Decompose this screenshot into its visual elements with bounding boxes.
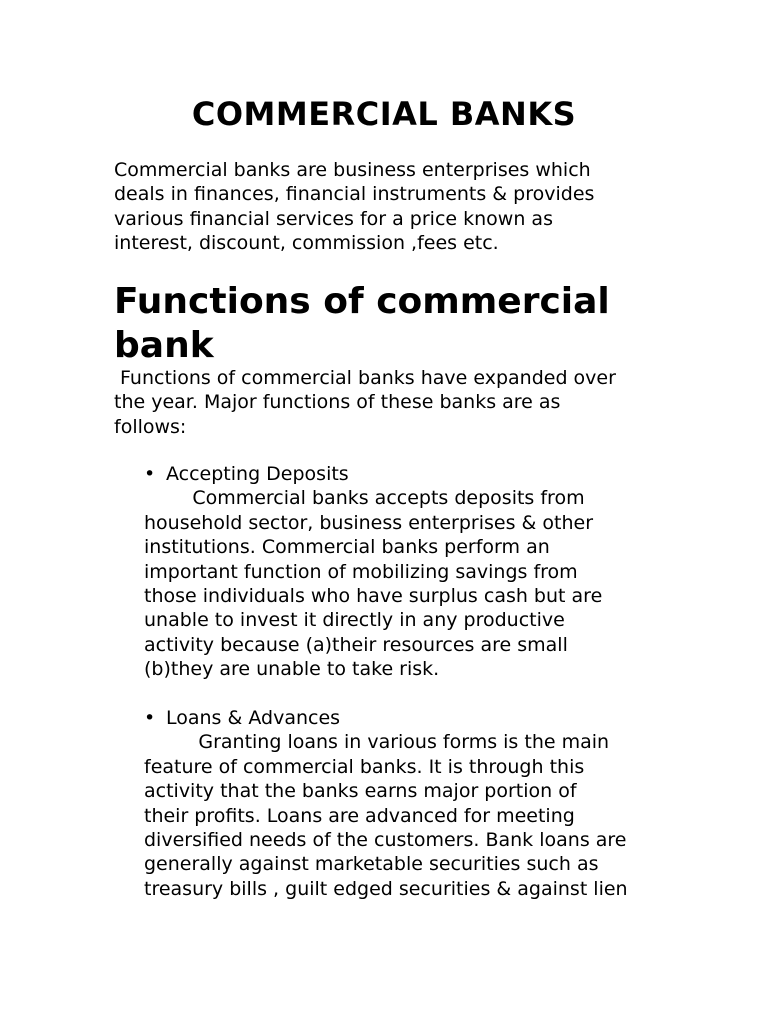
section-intro-line: follows: <box>114 415 187 438</box>
body-line: (b)they are unable to take risk. <box>144 658 440 681</box>
list-item-title: Loans & Advances <box>166 707 341 729</box>
section-heading <box>114 280 674 368</box>
section-heading-line: Functions of commercial <box>114 281 610 322</box>
list-item-accepting-deposits <box>144 462 684 682</box>
list-item-body <box>144 730 684 901</box>
list-item-header <box>144 462 684 486</box>
intro-paragraph <box>114 158 674 256</box>
body-line: Commercial banks accepts deposits from <box>144 487 585 510</box>
list-item-body <box>144 486 684 681</box>
body-line: those individuals who have surplus cash but are <box>144 585 603 608</box>
section-heading-line: bank <box>114 325 214 366</box>
body-line: household sector, business enterprises & other <box>144 511 594 534</box>
body-line: important function of mobilizing savings from <box>144 560 578 583</box>
section-intro-paragraph <box>114 366 674 439</box>
intro-line: interest, discount, commission ,fees etc. <box>114 232 499 255</box>
section-intro-line: the year. Major functions of these banks are as <box>114 391 561 414</box>
body-line: Granting loans in various forms is the main <box>144 731 610 754</box>
body-line: treasury bills , guilt edged securities & against lien <box>144 877 628 900</box>
intro-line: Commercial banks are business enterprises which <box>114 159 591 181</box>
page-title: COMMERCIAL BANKS <box>191 95 577 133</box>
bullet-icon: • <box>144 463 156 485</box>
body-line: institutions. Commercial banks perform an <box>144 536 550 559</box>
list-item-header <box>144 706 684 730</box>
body-line: their profits. Loans are advanced for meeting <box>144 804 575 827</box>
intro-line: various financial services for a price known as <box>114 207 553 230</box>
list-item-title: Accepting Deposits <box>166 463 349 485</box>
body-line: activity because (a)their resources are small <box>144 633 568 656</box>
bullet-icon: • <box>144 707 156 729</box>
body-line: diversified needs of the customers. Bank loans are <box>144 829 627 852</box>
body-line: activity that the banks earns major portion of <box>144 780 577 803</box>
section-intro-line: Functions of commercial banks have expanded over <box>114 367 616 389</box>
intro-line: deals in finances, financial instruments & provides <box>114 183 595 206</box>
body-line: feature of commercial banks. It is through this <box>144 755 585 778</box>
list-item-loans-advances <box>144 706 684 901</box>
body-line: generally against marketable securities such as <box>144 853 599 876</box>
body-line: unable to invest it directly in any productive <box>144 609 565 632</box>
